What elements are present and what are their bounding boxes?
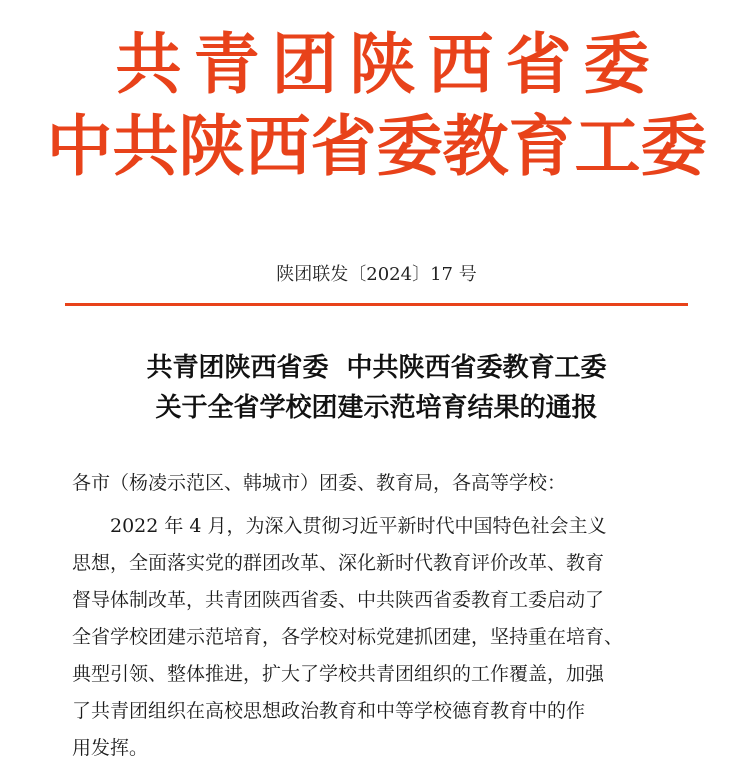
paragraph-line: 用发挥。 [72, 737, 149, 759]
document-title-line-2: 关于全省学校团建示范培育结果的通报 [155, 393, 598, 423]
body-paragraph [72, 508, 692, 767]
paragraph-line: 典型引领、整体推进，扩大了学校共青团组织的工作覆盖，加强 [72, 663, 605, 685]
red-divider-line [65, 303, 688, 306]
paragraph-line: 全省学校团建示范培育，各学校对标党建抓团建，坚持重在培育、 [72, 626, 624, 648]
paragraph-line: 2022 年 4 月，为深入贯彻习近平新时代中国特色社会主义 [110, 515, 607, 537]
issuer-header-line-2: 中共陕西省委教育工委 [46, 108, 707, 185]
salutation: 各市（杨凌示范区、韩城市）团委、教育局，各高等学校： [72, 472, 567, 494]
document-title-line-1: 共青团陕西省委 中共陕西省委教育工委 [146, 353, 607, 383]
document-number: 陕团联发〔2024〕17 号 [276, 264, 477, 285]
issuer-header-line-1: 共青团陕西省委 [115, 26, 662, 103]
paragraph-line: 了共青团组织在高校思想政治教育和中等学校德育教育中的作 [72, 700, 586, 722]
paragraph-line: 思想，全面落实党的群团改革、深化新时代教育评价改革、教育 [72, 552, 605, 574]
paragraph-line: 督导体制改革，共青团陕西省委、中共陕西省委教育工委启动了 [72, 589, 605, 611]
